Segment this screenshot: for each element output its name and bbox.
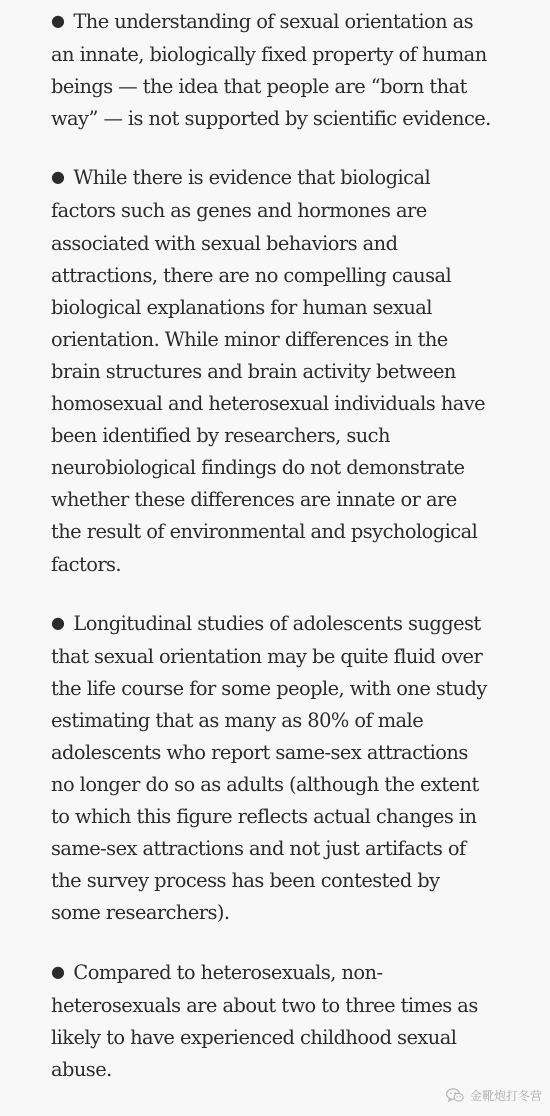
bullet-paragraph-1 [51,6,491,135]
watermark-text: 金靴炮打冬营 [469,1089,542,1103]
wechat-icon [446,1088,464,1103]
paragraph-text: Longitudinal studies of adolescents suggest that sexual orientation may be quite fluid over the life course for some people, with one study estimating that as many as 80% of male adolescents who report same-sex attractions no longer do so as adults (although the extent to which this figure reflects actual changes in same-sex attractions and not just artifacts of the survey process has been contested by some researchers). [51,611,487,925]
paragraph-text: Compared to heterosexuals, non-heterosexuals are about two to three times as likely to have experienced childhood sexual abuse. [51,960,478,1081]
paragraph-text: While there is evidence that biological factors such as genes and hormones are associated with sexual behaviors and attractions, there are no compelling causal biological explanations for human sexual orientation. While minor differences in the brain structures and brain activity between homosexual and heterosexual individuals have been identified by researchers, such neurobiological findings do not demonstrate whether these differences are innate or are the result of environmental and psychological factors. [51,166,486,576]
bullet-paragraph-2 [51,162,491,580]
bullet-point: ● [51,11,65,30]
article-body [51,6,491,1113]
bullet-point: ● [51,961,65,981]
bullet-paragraph-4 [51,957,491,1086]
bullet-paragraph-3 [51,608,491,930]
bullet-point: ● [51,167,65,187]
paragraph-text: The understanding of sexual orientation as an innate, biologically fixed property of human beings — the idea that people are “born that way” — is not supported by scientific evidence. [51,10,491,131]
bullet-point: ● [51,612,65,632]
watermark [446,1087,542,1104]
